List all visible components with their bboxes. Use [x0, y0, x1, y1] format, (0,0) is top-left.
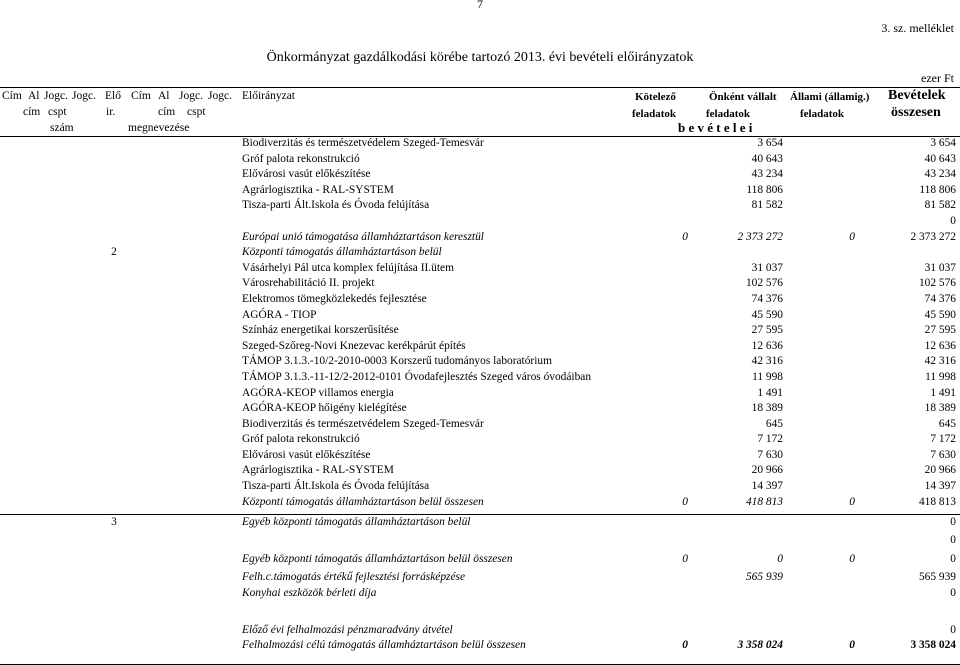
table-row — [0, 370, 960, 386]
table-row — [0, 570, 960, 586]
row-voluntary-value: 42 316 — [751, 355, 783, 368]
hdr-allami-sub: feladatok — [800, 108, 844, 120]
table-row — [0, 463, 960, 479]
row-voluntary-value: 7 172 — [757, 433, 783, 446]
row-description: AGÓRA - TIOP — [242, 308, 317, 321]
row-voluntary-value: 2 373 272 — [737, 230, 783, 243]
table-row — [0, 533, 960, 549]
row-voluntary-value: 102 576 — [745, 277, 783, 290]
row-total-value: 14 397 — [924, 480, 956, 493]
row-voluntary-value: 565 939 — [745, 571, 783, 584]
row-voluntary-value: 418 813 — [745, 495, 783, 508]
row-total-value: 118 806 — [919, 183, 956, 196]
table-row — [0, 386, 960, 402]
hdr-jogc4: Jogc. — [208, 90, 232, 102]
row-description: Vásárhelyi Pál utca komplex felújítása II.ütem — [242, 261, 454, 274]
row-description: Felhalmozási célú támogatás államháztartáson belül összesen — [242, 639, 526, 652]
row-description: Felh.c.támogatás értékű fejlesztési forrásképzése — [242, 571, 466, 584]
row-mandatory-value: 0 — [682, 495, 688, 508]
row-total-value: 0 — [950, 623, 956, 636]
hdr-cim: Cím — [2, 90, 22, 102]
table-header — [0, 87, 960, 136]
hdr-osszesen: összesen — [891, 105, 941, 120]
row-description: AGÓRA-KEOP villamos energia — [242, 386, 394, 399]
row-voluntary-value: 3 358 024 — [737, 639, 783, 652]
row-description: Központi támogatás államháztartáson belül összesen — [242, 495, 484, 508]
hdr-onkent-sub: feladatok — [706, 108, 750, 120]
table-row — [0, 354, 960, 370]
table-row — [0, 198, 960, 214]
row-voluntary-value: 43 234 — [751, 168, 783, 181]
row-description: Központi támogatás államháztartáson belül — [242, 246, 442, 259]
row-total-value: 31 037 — [924, 261, 956, 274]
row-total-value: 12 636 — [924, 339, 956, 352]
hdr-ir: ir. — [106, 106, 116, 118]
row-total-value: 2 373 272 — [910, 230, 956, 243]
table-row — [0, 183, 960, 199]
annex-label: 3. sz. melléklet — [881, 21, 954, 35]
row-total-value: 40 643 — [924, 152, 956, 165]
row-description: TÁMOP 3.1.3.-10/2-2010-0003 Korszerű tudományos laboratórium — [242, 355, 552, 368]
row-description: Előző évi felhalmozási pénzmaradvány átvétel — [242, 623, 453, 636]
row-total-value: 27 595 — [924, 324, 956, 337]
row-voluntary-value: 45 590 — [751, 308, 783, 321]
page-title: Önkormányzat gazdálkodási körébe tartozó 2013. évi bevételi előirányzatok — [266, 50, 694, 65]
row-group-number: 2 — [111, 246, 117, 259]
table-row — [0, 339, 960, 355]
hdr-al2: Al — [158, 90, 170, 102]
row-total-value: 45 590 — [924, 308, 956, 321]
row-voluntary-value: 3 654 — [757, 137, 783, 149]
table-row — [0, 230, 960, 246]
hdr-bevetelek: Bevételek — [888, 88, 946, 103]
row-description: Színház energetikai korszerűsítése — [242, 324, 399, 337]
hdr-jogc2: Jogc. — [72, 90, 96, 102]
table-row — [0, 136, 960, 152]
unit-label: ezer Ft — [921, 71, 954, 85]
hdr-cim-lower2: cím — [158, 106, 176, 118]
row-total-value: 0 — [950, 553, 956, 566]
row-voluntary-value: 11 998 — [752, 370, 783, 383]
table-row — [0, 623, 960, 639]
row-description: Elővárosi vasút előkészítése — [242, 168, 371, 181]
row-voluntary-value: 0 — [777, 553, 783, 566]
table-row — [0, 448, 960, 464]
table-row — [0, 292, 960, 308]
row-total-value: 645 — [938, 417, 956, 430]
revenue-table-body — [0, 136, 960, 654]
row-total-value: 42 316 — [924, 355, 956, 368]
hdr-jogc3: Jogc. — [179, 90, 203, 102]
hdr-eloiranyzat: Előirányzat — [242, 90, 296, 102]
row-state-value: 0 — [849, 230, 855, 243]
hdr-kotelezo-sub: feladatok — [632, 108, 676, 120]
row-total-value: 565 939 — [918, 571, 956, 584]
row-voluntary-value: 27 595 — [751, 324, 783, 337]
row-total-value: 102 576 — [918, 277, 956, 290]
row-total-value: 0 — [950, 516, 956, 529]
row-description: AGÓRA-KEOP hőigény kielégítése — [242, 402, 407, 415]
row-total-value: 81 582 — [924, 199, 956, 212]
row-description: Elektromos tömegközlekedés fejlesztése — [242, 292, 427, 305]
row-total-value: 11 998 — [925, 370, 956, 383]
row-total-value: 7 630 — [930, 448, 956, 461]
table-row — [0, 276, 960, 292]
row-state-value: 0 — [849, 553, 855, 566]
row-description: Biodiverzitás és természetvédelem Szeged-Temesvár — [242, 137, 484, 149]
row-description: Konyhai eszközök bérleti díja — [242, 586, 377, 599]
row-voluntary-value: 14 397 — [751, 480, 783, 493]
row-state-value: 0 — [849, 639, 855, 652]
row-description: Egyéb központi támogatás államháztartáson belül összesen — [242, 553, 513, 566]
row-total-value: 74 376 — [924, 292, 956, 305]
row-total-value: 18 389 — [924, 402, 956, 415]
row-mandatory-value: 0 — [682, 553, 688, 566]
row-total-value: 3 358 024 — [910, 639, 956, 652]
row-total-value: 0 — [950, 214, 956, 227]
table-row — [0, 604, 960, 620]
row-description: Városrehabilitáció II. projekt — [242, 277, 375, 290]
row-total-value: 418 813 — [918, 495, 956, 508]
table-row — [0, 401, 960, 417]
row-description: Biodiverzitás és természetvédelem Szeged-Temesvár — [242, 417, 484, 430]
row-total-value: 7 172 — [930, 433, 956, 446]
row-voluntary-value: 1 491 — [757, 386, 783, 399]
table-row — [0, 261, 960, 277]
row-voluntary-value: 20 966 — [751, 464, 783, 477]
hdr-jogc1: Jogc. — [44, 90, 68, 102]
table-row — [0, 308, 960, 324]
row-voluntary-value: 118 806 — [746, 183, 783, 196]
hdr-cim2: Cím — [131, 90, 151, 102]
page-number: 7 — [477, 0, 483, 11]
row-description: Tisza-parti Ált.Iskola és Óvoda felújítása — [242, 199, 430, 212]
row-total-value: 43 234 — [924, 168, 956, 181]
row-total-value: 3 654 — [930, 137, 956, 149]
row-description: Egyéb központi támogatás államháztartáson belül — [242, 516, 471, 529]
table-row — [0, 432, 960, 448]
row-description: Gróf palota rekonstrukció — [242, 152, 360, 165]
table-row — [0, 214, 960, 230]
row-voluntary-value: 31 037 — [751, 261, 783, 274]
table-row — [0, 552, 960, 568]
row-voluntary-value: 7 630 — [757, 448, 783, 461]
hdr-onkent: Önként vállalt — [709, 91, 777, 103]
hdr-bevetel-banner: b e v é t e l e i — [678, 120, 753, 135]
row-mandatory-value: 0 — [682, 230, 688, 243]
row-description: Tisza-parti Ált.Iskola és Óvoda felújítása — [242, 480, 430, 493]
row-voluntary-value: 645 — [765, 417, 783, 430]
hdr-kotelezo: Kötelező — [635, 91, 676, 103]
row-mandatory-value: 0 — [682, 639, 688, 652]
table-row — [0, 638, 960, 654]
hdr-szam: szám — [50, 122, 74, 134]
hdr-cspt: cspt — [48, 106, 67, 118]
row-voluntary-value: 18 389 — [751, 402, 783, 415]
row-description: Agrárlogisztika - RAL-SYSTEM — [242, 464, 394, 477]
row-voluntary-value: 12 636 — [751, 339, 783, 352]
row-total-value: 1 491 — [930, 386, 956, 399]
row-group-number: 3 — [111, 516, 117, 529]
row-description: Szeged-Szőreg-Novi Knezevac kerékpárút építés — [242, 339, 466, 352]
hdr-allami: Állami (államig.) — [790, 91, 870, 103]
row-description: Gróf palota rekonstrukció — [242, 433, 360, 446]
hdr-elo: Elő — [105, 90, 121, 102]
table-row — [0, 514, 960, 531]
table-row — [0, 586, 960, 602]
hdr-megnevezese: megnevezése — [128, 122, 190, 134]
table-row — [0, 167, 960, 183]
table-row — [0, 152, 960, 168]
table-row — [0, 495, 960, 511]
row-description: Elővárosi vasút előkészítése — [242, 448, 371, 461]
table-row — [0, 417, 960, 433]
hdr-cim-lower: cím — [23, 106, 41, 118]
row-description: TÁMOP 3.1.3.-11-12/2-2012-0101 Óvodafejlesztés Szeged város óvodáiban — [242, 370, 592, 383]
table-row — [0, 245, 960, 261]
row-description: Európai unió támogatása államháztartáson keresztül — [242, 230, 484, 243]
hdr-al: Al — [28, 90, 40, 102]
row-description: Agrárlogisztika - RAL-SYSTEM — [242, 183, 394, 196]
row-voluntary-value: 81 582 — [751, 199, 783, 212]
row-total-value: 20 966 — [924, 464, 956, 477]
table-row — [0, 323, 960, 339]
hdr-cspt2: cspt — [187, 106, 206, 118]
row-total-value: 0 — [950, 533, 956, 546]
row-total-value: 0 — [950, 586, 956, 599]
row-voluntary-value: 74 376 — [751, 292, 783, 305]
table-row — [0, 479, 960, 495]
row-state-value: 0 — [849, 495, 855, 508]
row-voluntary-value: 40 643 — [751, 152, 783, 165]
